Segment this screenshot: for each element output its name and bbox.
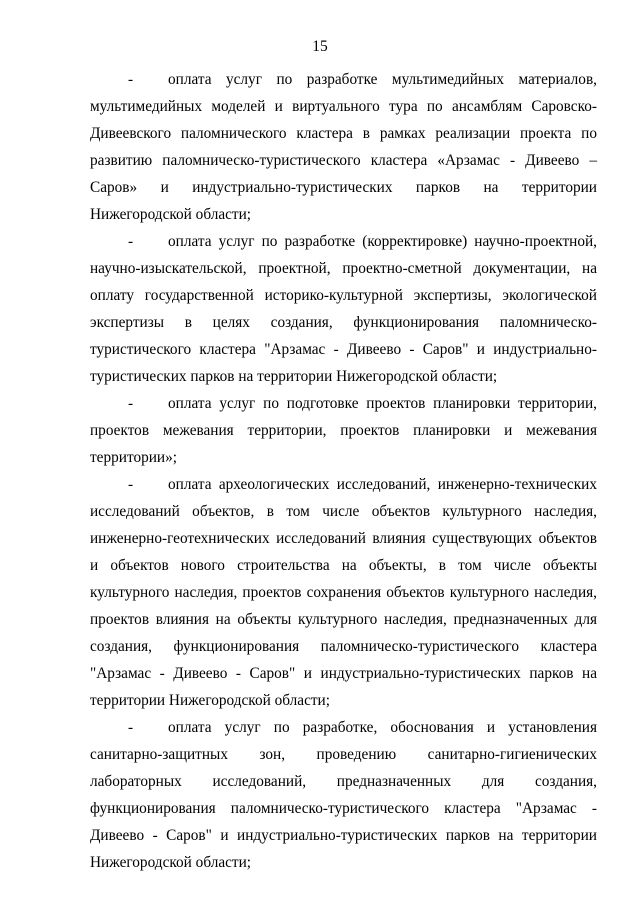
list-item-text: оплата услуг по разработке мультимедийных материалов, мультимедийных моделей и виртуального тура по ансамблям Саровско-Дивеевского паломнического кластера в рамках реализации проекта по развитию паломническо-туристического кластера «Арзамас - Дивеево – Саров» и индустриально-туристических парков на территории Нижегородской области; xyxy=(90,71,597,223)
list-item xyxy=(90,714,597,876)
list-item xyxy=(90,390,597,471)
list-bullet-dash: - xyxy=(128,476,134,493)
list-bullet-dash: - xyxy=(128,233,134,250)
list-item-text: оплата услуг по разработке (корректировке) научно-проектной, научно-изыскательской, проектной, проектно-сметной документации, на оплату государственной историко-культурной экспертизы, экологической экспертизы в целях создания, функционирования паломническо-туристического кластера "Арзамас - Дивеево - Саров" и индустриально-туристических парков на территории Нижегородской области; xyxy=(90,233,597,385)
list-item-text: оплата услуг по разработке, обоснования и установления санитарно-защитных зон, проведению санитарно-гигиенических лабораторных исследований, предназначенных для создания, функционирования паломническо-туристического кластера "Арзамас - Дивеево - Саров" и индустриально-туристических парков на территории Нижегородской области; xyxy=(90,719,597,871)
list-item-text: оплата услуг по подготовке проектов планировки территории, проектов межевания территории, проектов планировки и межевания территории»; xyxy=(90,395,597,466)
list-item-text: оплата археологических исследований, инженерно-технических исследований объектов, в том числе объектов культурного наследия, инженерно-геотехнических исследований влияния существующих объектов и объектов нового строительства на объекты, в том числе объекты культурного наследия, проектов сохранения объектов культурного наследия, проектов влияния на объекты культурного наследия, предназначенных для создания, функционирования паломническо-туристического кластера "Арзамас - Дивеево - Саров" и индустриально-туристических парков на территории Нижегородской области; xyxy=(90,476,597,709)
list-bullet-dash: - xyxy=(128,71,134,88)
page-number: 15 xyxy=(312,38,328,55)
list-bullet-dash: - xyxy=(128,719,134,736)
list-item xyxy=(90,471,597,714)
list-item xyxy=(90,66,597,228)
list-bullet-dash: - xyxy=(128,395,134,412)
list-item xyxy=(90,228,597,390)
document-body xyxy=(90,66,597,876)
